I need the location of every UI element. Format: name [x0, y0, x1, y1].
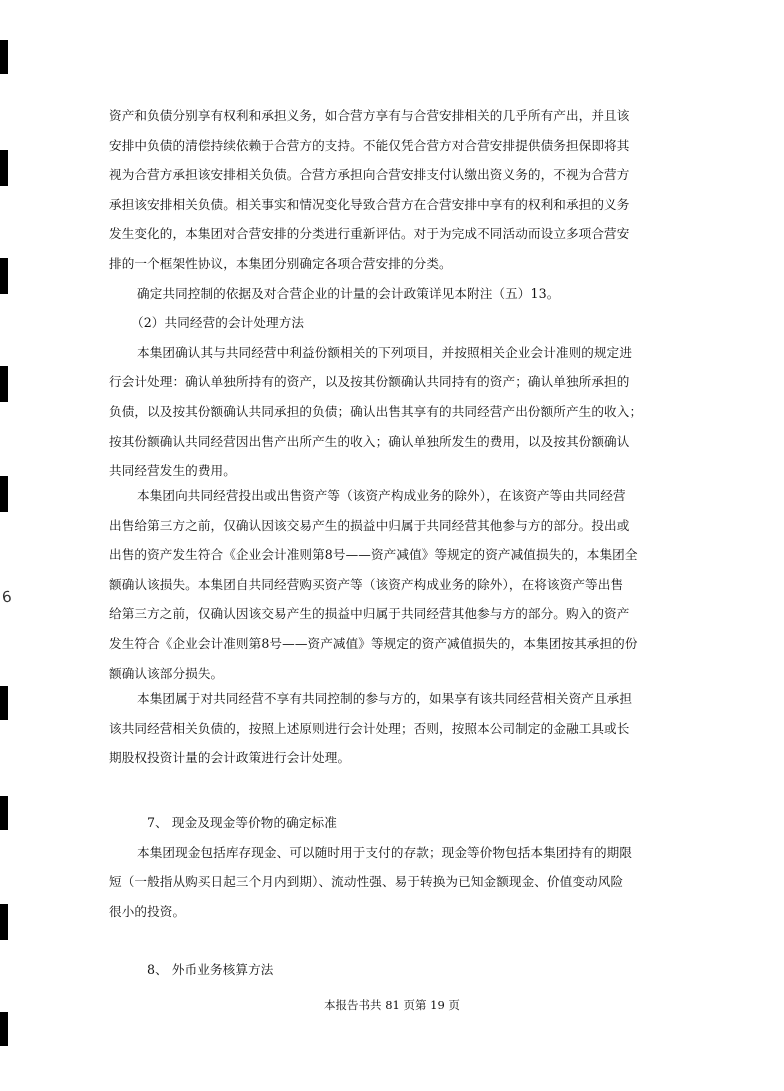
- binding-mark: [0, 150, 8, 186]
- binding-mark: [0, 258, 8, 294]
- margin-scribble: 6: [0, 587, 13, 607]
- text-line: 额确认该部分损失。: [109, 665, 224, 681]
- text-line: 期股权投资计量的会计政策进行会计处理。: [109, 750, 351, 766]
- text-line: 发生符合《企业会计准则第8号——资产减值》等规定的资产减值损失的，本集团按其承担的份: [109, 635, 638, 651]
- text-line: 出售给第三方之前，仅确认因该交易产生的损益中归属于共同经营其他参与方的部分。投出或: [109, 517, 630, 533]
- text-line: 发生变化的，本集团对合营安排的分类进行重新评估。对于为完成不同活动而设立多项合营安: [109, 226, 630, 242]
- policy-reference: 确定共同控制的依据及对合营企业的计量的会计政策详见本附注（五）13。: [137, 285, 560, 301]
- text-line: 排的一个框架性协议，本集团分别确定各项合营安排的分类。: [109, 255, 452, 271]
- binding-mark: [0, 904, 8, 940]
- text-line: 额确认该损失。本集团自共同经营购买资产等（该资产构成业务的除外），在将该资产等出售: [109, 576, 624, 592]
- binding-mark: [0, 476, 8, 512]
- binding-mark: [0, 366, 8, 402]
- paragraph-non-controlling-party: [109, 684, 691, 773]
- text-line: 安排中负债的清偿持续依赖于合营方的支持。不能仅凭合营方对合营安排提供债务担保即将其: [109, 137, 630, 153]
- text-line: 本集团属于对共同经营不享有共同控制的参与方的，如果享有该共同经营相关资产且承担: [137, 691, 633, 706]
- text-line: 出售的资产发生符合《企业会计准则第8号——资产减值》等规定的资产减值损失的，本集团全: [109, 547, 638, 563]
- binding-mark: [0, 40, 8, 74]
- text-line: 短（一般指从购买日起三个月内到期）、流动性强、易于转换为已知金额现金、价值变动风险: [109, 874, 624, 890]
- text-line: 资产和负债分别享有权利和承担义务，如合营方享有与合营安排相关的几乎所有产出，并且该: [109, 108, 630, 123]
- paragraph-joint-arrangement: [109, 101, 691, 486]
- section-heading: 7、 现金及现金等价物的确定标准: [147, 815, 337, 830]
- binding-mark: [0, 686, 8, 720]
- text-line: 视为合营方承担该安排相关负债。合营方承担向合营安排支付认缴出资义务的，不视为合营方: [109, 167, 630, 183]
- text-line: 共同经营发生的费用。: [109, 463, 236, 479]
- section-cash-equivalents: [109, 808, 691, 926]
- sub-heading: （2）共同经营的会计处理方法: [131, 315, 305, 331]
- text-line: 本集团确认其与共同经营中利益份额相关的下列项目，并按照相关企业会计准则的规定进: [137, 344, 633, 360]
- text-line: 该共同经营相关负债的，按照上述原则进行会计处理；否则，按照本公司制定的金融工具或长: [109, 720, 630, 736]
- text-line: 本集团现金包括库存现金、可以随时用于支付的存款；现金等价物包括本集团持有的期限: [137, 844, 633, 860]
- section-foreign-currency: [109, 955, 691, 985]
- text-line: 按其份额确认共同经营因出售产出所产生的收入；确认单独所发生的费用，以及按其份额确认: [109, 433, 630, 449]
- text-line: 很小的投资。: [109, 903, 186, 919]
- text-line: 行会计处理：确认单独所持有的资产，以及按其份额确认共同持有的资产；确认单独所承担的: [109, 374, 630, 390]
- text-line: 负债，以及按其份额确认共同承担的负债；确认出售其享有的共同经营产出份额所产生的收入；: [109, 403, 643, 419]
- binding-mark: [0, 1012, 8, 1046]
- text-line: 承担该安排相关负债。相关事实和情况变化导致合营方在合营安排中享有的权利和承担的义务: [109, 196, 630, 212]
- text-line: 给第三方之前，仅确认因该交易产生的损益中归属于共同经营其他参与方的部分。购入的资产: [109, 606, 630, 622]
- page-footer: 本报告书共 81 页第 19 页: [324, 998, 460, 1012]
- paragraph-asset-transfer: [109, 481, 691, 688]
- section-heading: 8、 外币业务核算方法: [147, 962, 274, 977]
- text-line: 本集团向共同经营投出或出售资产等（该资产构成业务的除外），在该资产等由共同经营: [137, 488, 626, 503]
- binding-mark: [0, 796, 8, 830]
